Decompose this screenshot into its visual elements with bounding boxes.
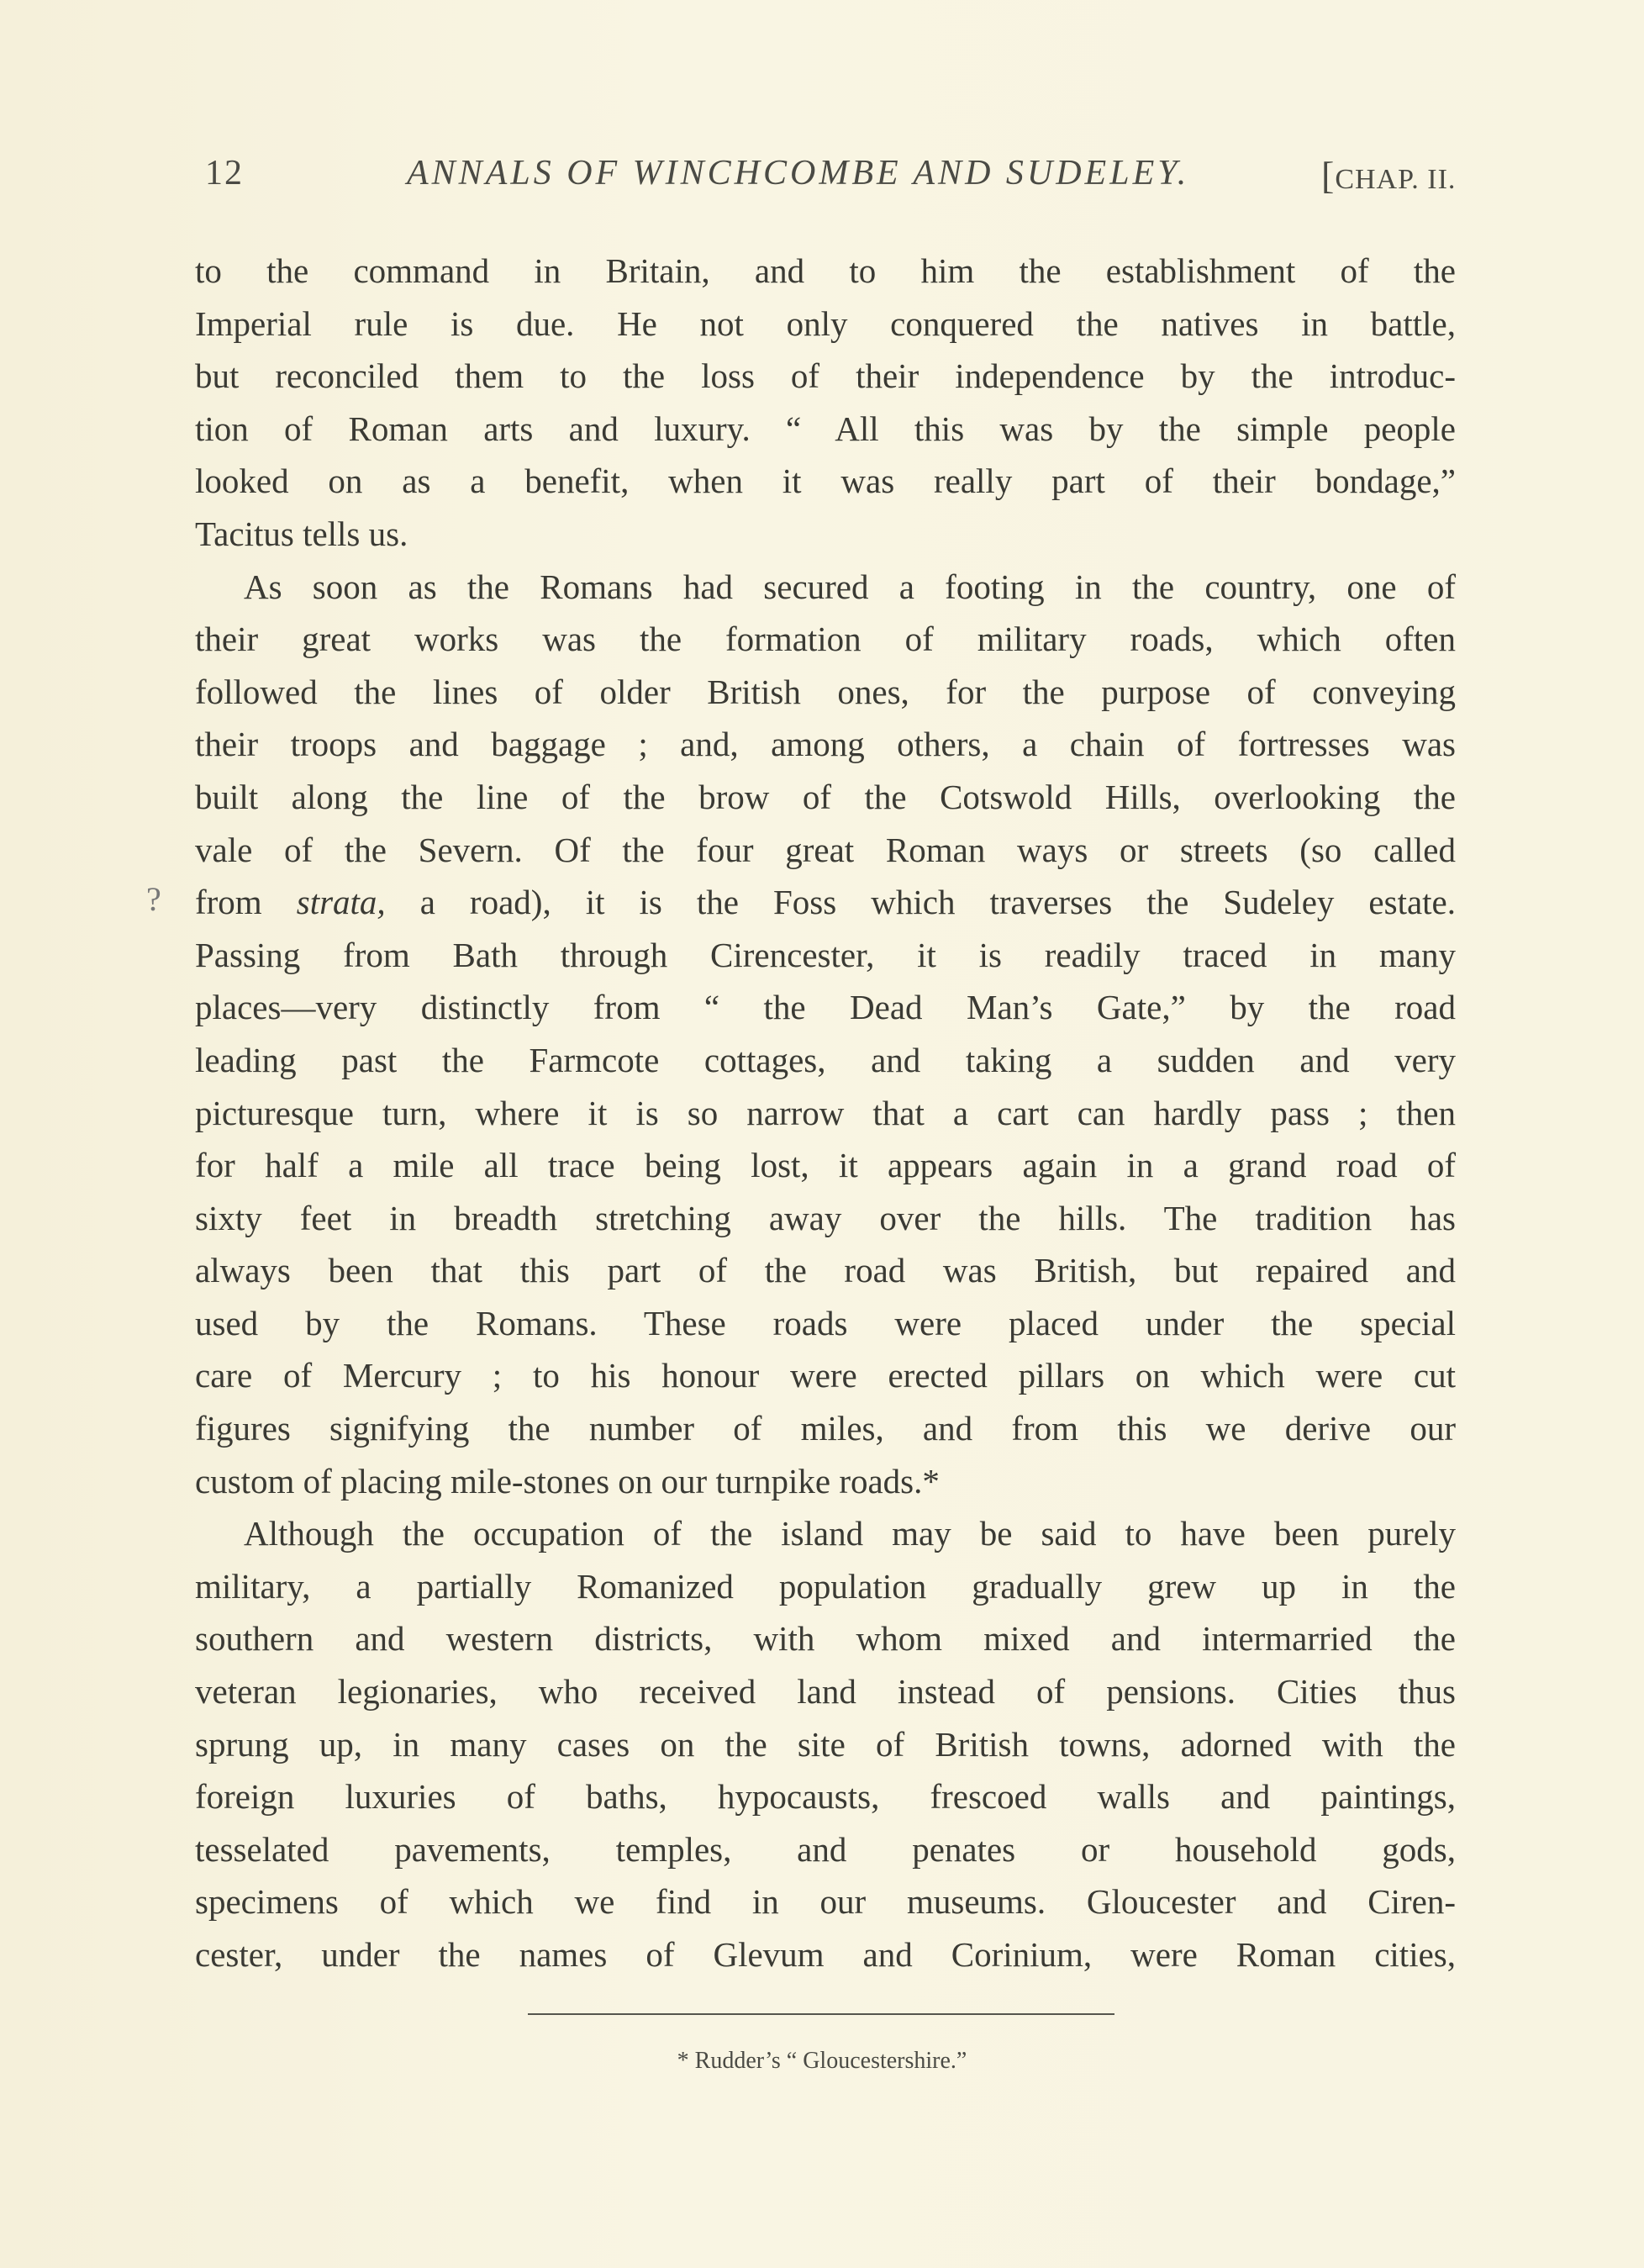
chapter-text: CHAP. II. <box>1335 164 1457 195</box>
text-line: foreign luxuries of baths, hypocausts, frescoed walls and paintings, <box>195 1777 1456 1817</box>
text-line: used by the Romans. These roads were placed under the special <box>195 1303 1456 1342</box>
text-line: followed the lines of older British ones, for the purpose of conveying <box>195 672 1456 711</box>
text-line: cester, under the names of Glevum and Corinium, were Roman cities, <box>195 1935 1456 1974</box>
text-line <box>195 876 1456 929</box>
text-line: Imperial rule is due. He not only conquered the natives in battle, <box>195 303 1456 343</box>
text-line: built along the line of the brow of the Cotswold Hills, overlooking the <box>195 777 1456 816</box>
text-line: sprung up, in many cases on the site of British towns, adorned with the <box>195 1724 1456 1764</box>
body-text <box>195 245 1456 1981</box>
text-line: veteran legionaries, who received land instead of pensions. Cities thus <box>195 1672 1456 1712</box>
footnote-rule <box>528 2013 1114 2015</box>
page-number: 12 <box>205 154 244 193</box>
chapter-label <box>1321 153 1456 198</box>
text-line: but reconciled them to the loss of their independence by the introduc- <box>195 356 1456 396</box>
text-line: for half a mile all trace being lost, it appears again in a grand road of <box>195 1146 1456 1185</box>
text-line: custom of placing mile-stones on our turnpike roads.* <box>195 1461 940 1501</box>
text-line: looked on as a benefit, when it was really part of their bondage,” <box>195 462 1456 501</box>
text-line: southern and western districts, with whom mixed and intermarried the <box>195 1619 1456 1659</box>
text-line: Tacitus tells us. <box>195 514 408 553</box>
text-line: As soon as the Romans had secured a footing in the country, one of <box>244 567 1456 606</box>
text-line: to the command in Britain, and to him the establishment of the <box>195 251 1456 290</box>
text-line: always been that this part of the road was British, but repaired and <box>195 1251 1456 1290</box>
italic-word: strata, <box>296 883 386 922</box>
text-line: places—very distinctly from “ the Dead Man’s Gate,” by the road <box>195 988 1456 1027</box>
text-line: Although the occupation of the island may be said to have been purely <box>244 1514 1456 1553</box>
chapter-bracket: [ <box>1321 154 1336 197</box>
text-line: leading past the Farmcote cottages, and taking a sudden and very <box>195 1040 1456 1079</box>
text-line: figures signifying the number of miles, and from this we derive our <box>195 1409 1456 1448</box>
text-line: their great works was the formation of military roads, which often <box>195 620 1456 659</box>
text-segment: from <box>195 883 297 922</box>
text-line: sixty feet in breadth stretching away over the hills. The tradition has <box>195 1198 1456 1237</box>
text-line: picturesque turn, where it is so narrow that a cart can hardly pass ; then <box>195 1093 1456 1132</box>
text-line: Passing from Bath through Cirencester, it is readily traced in many <box>195 935 1456 974</box>
text-line: military, a partially Romanized population gradually grew up in the <box>195 1566 1456 1606</box>
running-title: ANNALS OF WINCHCOMBE AND SUDELEY. <box>407 154 1190 193</box>
text-segment: a road), it is the Foss which traverses the Sudeley estate. <box>385 883 1457 922</box>
text-line: their troops and baggage ; and, among others, a chain of fortresses was <box>195 725 1456 764</box>
margin-pencil-mark: ? <box>146 880 161 918</box>
text-line: care of Mercury ; to his honour were erected pillars on which were cut <box>195 1356 1456 1395</box>
text-line: tion of Roman arts and luxury. “ All this was by the simple people <box>195 409 1456 448</box>
text-line: tesselated pavements, temples, and penates or household gods, <box>195 1829 1456 1869</box>
text-line: specimens of which we find in our museums. Gloucester and Ciren- <box>195 1882 1456 1922</box>
text-line: vale of the Severn. Of the four great Roman ways or streets (so called <box>195 830 1456 869</box>
footnote: * Rudder’s “ Gloucestershire.” <box>677 2048 967 2074</box>
